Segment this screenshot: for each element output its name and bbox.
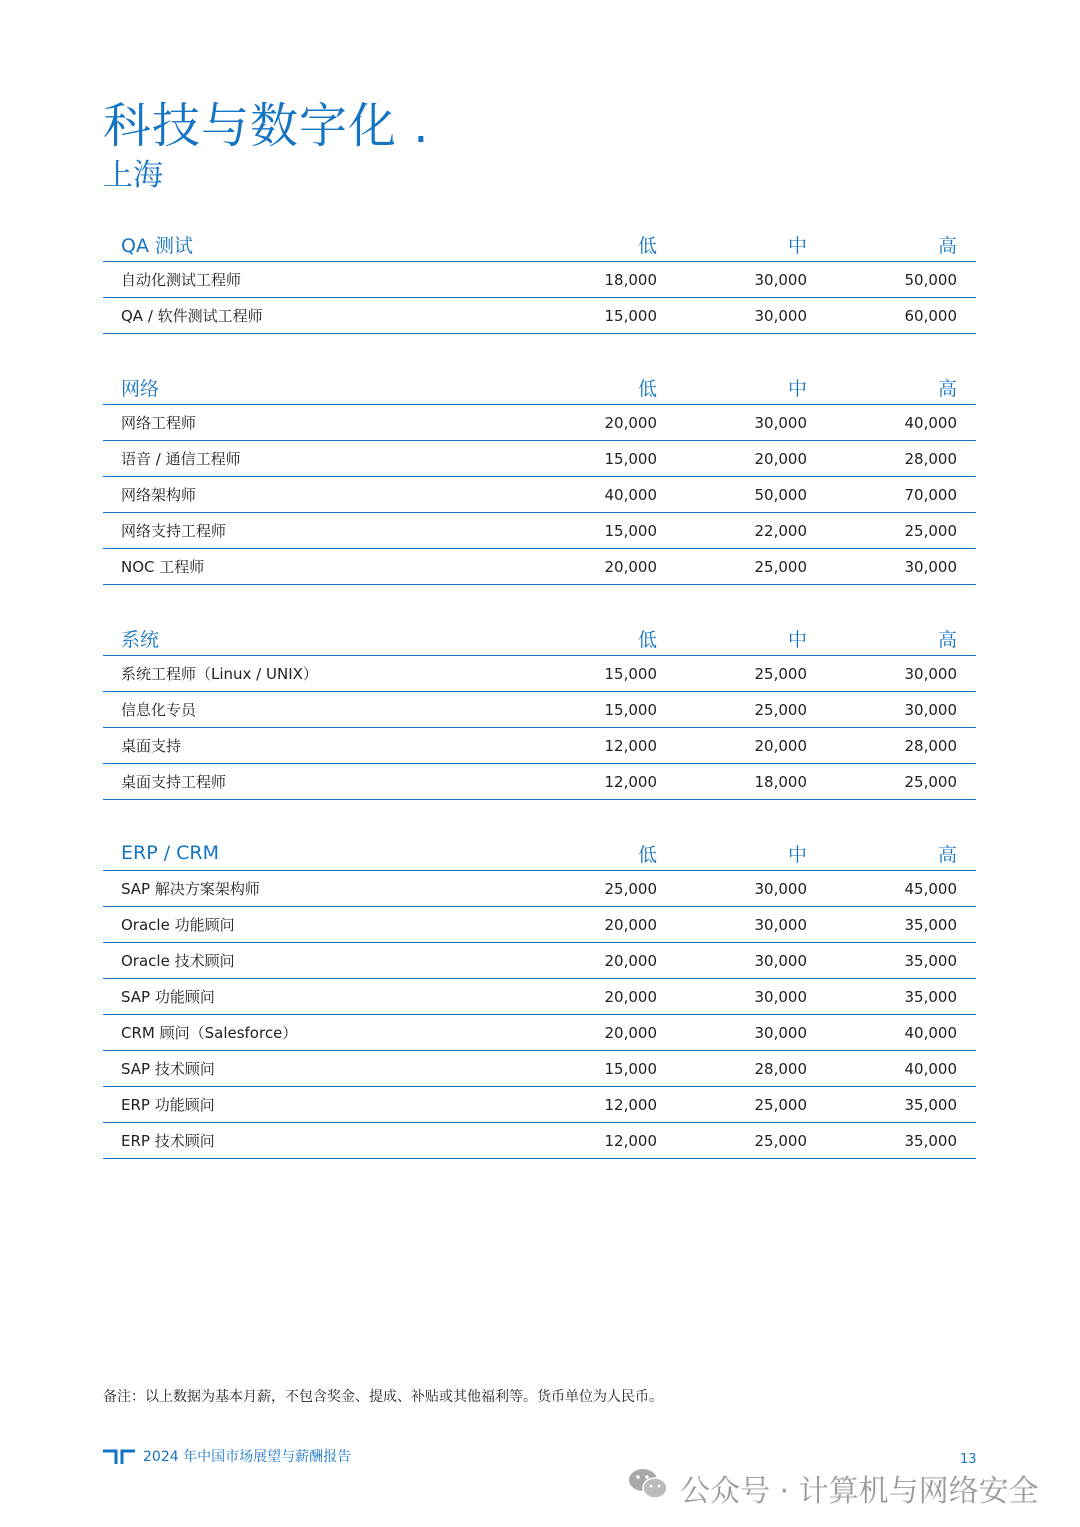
job-title: Oracle 功能顾问	[121, 916, 235, 934]
job-title: QA / 软件测试工程师	[121, 307, 263, 325]
salary-mid: 18,000	[754, 772, 807, 791]
job-title: 网络支持工程师	[121, 522, 227, 540]
salary-low: 15,000	[604, 700, 657, 719]
col-low-header: 低	[637, 234, 657, 257]
salary-high: 30,000	[904, 557, 957, 576]
salary-high: 30,000	[904, 700, 957, 719]
salary-low: 20,000	[604, 1023, 657, 1042]
table-row	[103, 262, 976, 298]
job-title: 网络工程师	[121, 414, 197, 432]
table-row	[103, 943, 976, 979]
table-row	[103, 656, 976, 692]
table-row	[103, 1051, 976, 1087]
salary-mid: 25,000	[754, 557, 807, 576]
job-title: SAP 解决方案架构师	[121, 880, 260, 898]
table-row	[103, 298, 976, 334]
salary-high: 35,000	[904, 915, 957, 934]
table-row	[103, 764, 976, 800]
salary-mid: 25,000	[754, 1131, 807, 1150]
salary-mid: 30,000	[754, 270, 807, 289]
col-low-header: 低	[637, 377, 657, 400]
col-low-header: 低	[637, 843, 657, 866]
salary-mid: 30,000	[754, 879, 807, 898]
salary-mid: 30,000	[754, 987, 807, 1006]
salary-mid: 20,000	[754, 449, 807, 468]
salary-low: 15,000	[604, 1059, 657, 1078]
salary-mid: 30,000	[754, 413, 807, 432]
job-title: Oracle 技术顾问	[121, 952, 235, 970]
job-title: NOC 工程师	[121, 558, 205, 576]
section-header-row	[103, 836, 976, 871]
salary-high: 45,000	[904, 879, 957, 898]
salary-mid: 25,000	[754, 1095, 807, 1114]
table-row	[103, 728, 976, 764]
salary-low: 12,000	[604, 772, 657, 791]
job-title: 语音 / 通信工程师	[121, 450, 241, 468]
salary-high: 50,000	[904, 270, 957, 289]
col-high-header: 高	[937, 234, 957, 257]
wechat-icon	[628, 1467, 668, 1509]
section-title: 系统	[121, 628, 160, 651]
table-row	[103, 1087, 976, 1123]
job-title: CRM 顾问（Salesforce）	[121, 1024, 298, 1042]
table-row	[103, 907, 976, 943]
col-mid-header: 中	[787, 843, 807, 866]
col-mid-header: 中	[787, 628, 807, 651]
salary-low: 15,000	[604, 664, 657, 683]
salary-low: 15,000	[604, 306, 657, 325]
section-header-row	[103, 621, 976, 656]
job-title: 桌面支持	[121, 737, 182, 755]
col-mid-header: 中	[787, 377, 807, 400]
table-row	[103, 441, 976, 477]
table-row	[103, 513, 976, 549]
section-header-row	[103, 227, 976, 262]
job-title: ERP 技术顾问	[121, 1132, 215, 1150]
salary-mid: 20,000	[754, 736, 807, 755]
job-title: 桌面支持工程师	[121, 773, 227, 791]
section-title: 网络	[121, 377, 160, 400]
footer-report-title: 2024 年中国市场展望与薪酬报告	[143, 1449, 352, 1465]
salary-high: 25,000	[904, 521, 957, 540]
salary-high: 25,000	[904, 772, 957, 791]
table-row	[103, 549, 976, 585]
page-title: 科技与数字化 .	[103, 98, 430, 154]
salary-high: 40,000	[904, 1059, 957, 1078]
salary-high: 35,000	[904, 987, 957, 1006]
salary-high: 35,000	[904, 951, 957, 970]
salary-low: 20,000	[604, 413, 657, 432]
salary-low: 12,000	[604, 736, 657, 755]
section-title: QA 测试	[121, 234, 193, 257]
salary-high: 35,000	[904, 1095, 957, 1114]
table-row	[103, 871, 976, 907]
salary-high: 28,000	[904, 736, 957, 755]
salary-mid: 25,000	[754, 664, 807, 683]
page-subtitle: 上海	[103, 158, 163, 193]
salary-section	[103, 621, 976, 800]
col-low-header: 低	[637, 628, 657, 651]
job-title: 系统工程师（Linux / UNIX）	[121, 665, 318, 683]
salary-mid: 28,000	[754, 1059, 807, 1078]
salary-mid: 50,000	[754, 485, 807, 504]
salary-low: 20,000	[604, 557, 657, 576]
salary-low: 18,000	[604, 270, 657, 289]
salary-low: 20,000	[604, 987, 657, 1006]
col-high-header: 高	[937, 843, 957, 866]
watermark	[628, 1466, 1039, 1510]
salary-high: 35,000	[904, 1131, 957, 1150]
table-row	[103, 477, 976, 513]
salary-high: 40,000	[904, 413, 957, 432]
salary-section	[103, 227, 976, 334]
salary-low: 40,000	[604, 485, 657, 504]
salary-section	[103, 836, 976, 1159]
footnote: 备注：以上数据为基本月薪，不包含奖金、提成、补贴或其他福利等。货币单位为人民币。	[103, 1389, 663, 1405]
section-header-row	[103, 370, 976, 405]
page-number: 13	[960, 1452, 977, 1467]
salary-high: 28,000	[904, 449, 957, 468]
salary-low: 20,000	[604, 915, 657, 934]
salary-mid: 30,000	[754, 915, 807, 934]
job-title: ERP 功能顾问	[121, 1096, 215, 1114]
salary-low: 15,000	[604, 521, 657, 540]
salary-mid: 30,000	[754, 951, 807, 970]
table-row	[103, 405, 976, 441]
salary-mid: 22,000	[754, 521, 807, 540]
table-row	[103, 692, 976, 728]
salary-low: 12,000	[604, 1131, 657, 1150]
salary-low: 25,000	[604, 879, 657, 898]
col-high-header: 高	[937, 377, 957, 400]
salary-mid: 30,000	[754, 306, 807, 325]
salary-high: 30,000	[904, 664, 957, 683]
salary-high: 60,000	[904, 306, 957, 325]
job-title: 网络架构师	[121, 486, 197, 504]
salary-mid: 30,000	[754, 1023, 807, 1042]
table-row	[103, 1123, 976, 1159]
col-mid-header: 中	[787, 234, 807, 257]
watermark-text: 公众号 · 计算机与网络安全	[680, 1474, 1039, 1509]
salary-low: 12,000	[604, 1095, 657, 1114]
section-title: ERP / CRM	[121, 842, 220, 864]
col-high-header: 高	[937, 628, 957, 651]
table-row	[103, 979, 976, 1015]
salary-high: 70,000	[904, 485, 957, 504]
brand-logo-icon	[102, 1448, 136, 1470]
job-title: SAP 技术顾问	[121, 1060, 215, 1078]
job-title: 自动化测试工程师	[121, 271, 242, 289]
salary-mid: 25,000	[754, 700, 807, 719]
job-title: SAP 功能顾问	[121, 988, 215, 1006]
table-row	[103, 1015, 976, 1051]
salary-section	[103, 370, 976, 585]
salary-high: 40,000	[904, 1023, 957, 1042]
job-title: 信息化专员	[121, 701, 197, 719]
salary-tables	[103, 227, 976, 1195]
salary-low: 20,000	[604, 951, 657, 970]
salary-low: 15,000	[604, 449, 657, 468]
